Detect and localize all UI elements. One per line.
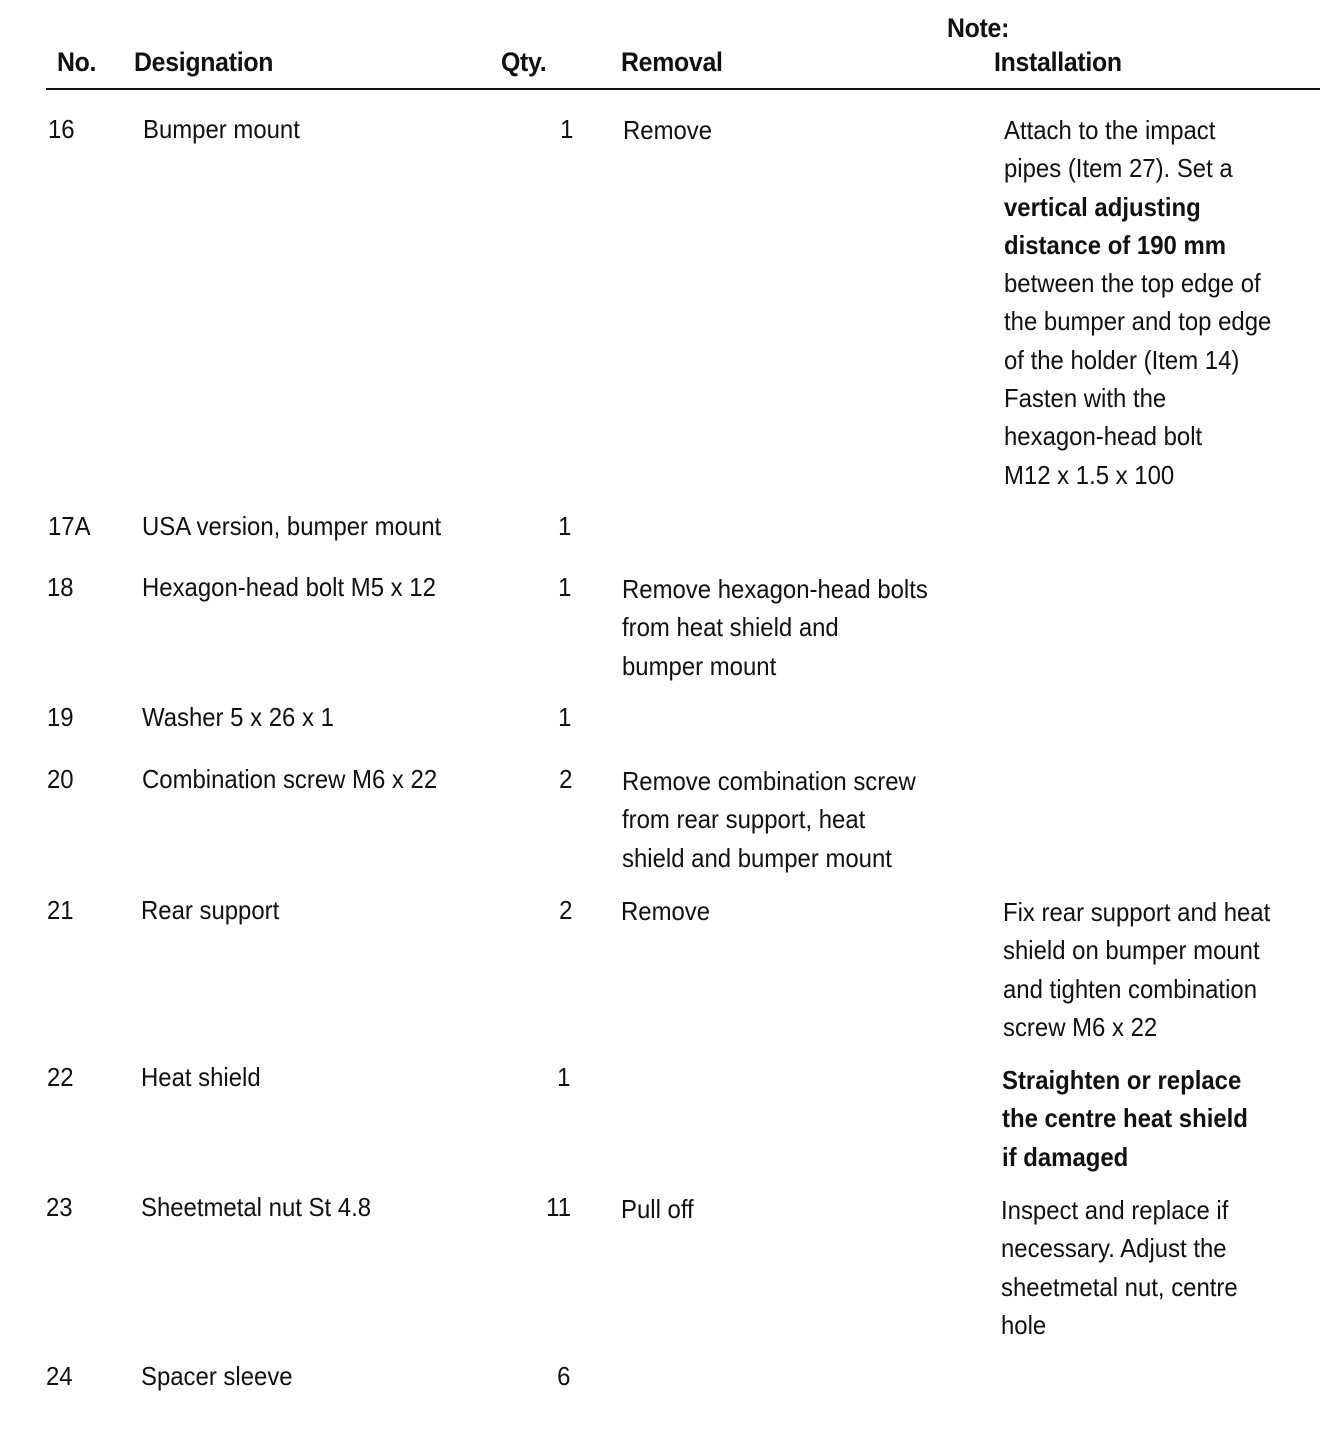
row-17a-designation: USA version, bumper mount [142,511,442,541]
row-21-removal: Remove [621,896,711,926]
column-header-note: Note: [947,13,1010,43]
column-header-qty: Qty. [501,47,547,77]
row-18-removal: Remove hexagon-head bolts from heat shield and bumper mount [622,574,928,681]
row-18-designation: Hexagon-head bolt M5 x 12 [142,572,436,602]
row-16-removal: Remove [623,115,713,145]
row-21-designation: Rear support [141,895,280,925]
row-21-no: 21 [47,895,74,925]
row-24-designation: Spacer sleeve [141,1361,293,1391]
row-20-qty: 2 [558,764,572,794]
row-19-designation: Washer 5 x 26 x 1 [142,702,334,732]
row-21-qty: 2 [558,895,572,925]
column-header-removal: Removal [621,47,723,77]
row-24-no: 24 [46,1361,73,1391]
row-23-designation: Sheetmetal nut St 4.8 [141,1192,372,1222]
row-19-no: 19 [47,702,74,732]
row-17a-qty: 1 [557,511,571,541]
row-20-designation: Combination screw M6 x 22 [142,764,438,794]
row-18-qty: 1 [557,572,571,602]
row-23-no: 23 [46,1192,73,1222]
row-16-qty: 1 [559,114,573,144]
row-19-qty: 1 [557,702,571,732]
column-header-no: No. [57,47,97,77]
row-22-qty: 1 [556,1062,570,1092]
column-header-designation: Designation [134,47,274,77]
row-20-no: 20 [47,764,74,794]
row-20-removal: Remove combination screw from rear support, heat shield and bumper mount [622,766,916,873]
row-21-installation: Fix rear support and heat shield on bumper mount and tighten combination screw M6 x 22 [1003,897,1271,1042]
row-23-removal: Pull off [621,1194,694,1224]
row-18-no: 18 [47,572,74,602]
row-24-qty: 6 [556,1361,570,1391]
row-16-installation: Attach to the impact pipes (Item 27). Set a vertical adjusting distance of 190 mm between the top edge of the bumper and top edge of the holder (Item 14) Fasten with the hexagon-head bolt M12 x 1.5 x 100 [1004,115,1272,490]
row-23-qty: 11 [546,1192,571,1222]
row-22-designation: Heat shield [141,1062,261,1092]
row-16-no: 16 [48,114,75,144]
row-22-installation: Straighten or replace the centre heat shield if damaged [1002,1065,1248,1172]
row-22-no: 22 [47,1062,74,1092]
row-17a-no: 17A [48,511,91,541]
column-header-installation: Installation [994,47,1122,77]
row-16-designation: Bumper mount [143,114,300,144]
header-divider [46,88,1320,90]
row-23-installation: Inspect and replace if necessary. Adjust the sheetmetal nut, centre hole [1001,1195,1238,1340]
